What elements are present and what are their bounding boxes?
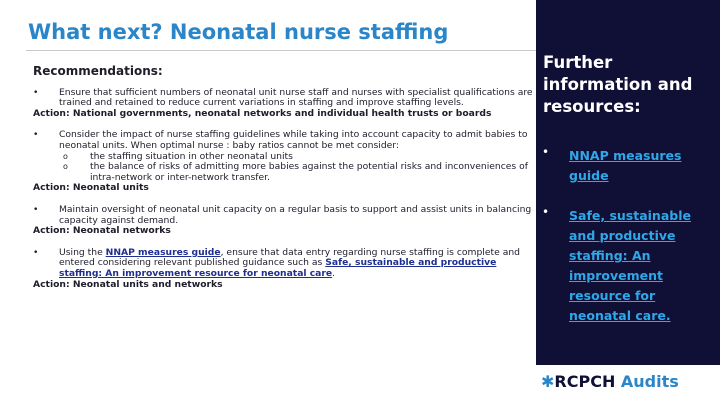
- bullet-icon: •: [542, 205, 550, 219]
- recommendation-1: [33, 88, 533, 109]
- logo-brand: RCPCH: [554, 372, 616, 391]
- sub-bullet-text: the balance of risks of admitting more babies against the potential risks and inconveniences of intra-network or inter-network transfer.: [90, 161, 528, 183]
- nnap-measures-guide-link[interactable]: NNAP measures guide: [105, 246, 221, 258]
- title-divider: [26, 50, 538, 51]
- bullet-icon: •: [33, 203, 39, 215]
- recommendation-4-action: Action: Neonatal units and networks: [33, 278, 223, 290]
- logo-suffix: Audits: [615, 372, 679, 391]
- recommendation-3: [33, 205, 533, 226]
- bullet-icon: •: [33, 86, 39, 98]
- resources-list: [542, 145, 718, 345]
- recommendation-1-text: Ensure that sufficient numbers of neonatal unit nurse staff and nurses with specialist qualifications are trained and retained to reduce current variations in staffing and improve staffing levels.: [59, 86, 533, 109]
- recommendation-4-post: .: [332, 267, 336, 279]
- rcpch-audits-logo: [541, 372, 679, 391]
- recommendation-3-action: Action: Neonatal networks: [33, 225, 171, 237]
- bullet-icon: •: [33, 129, 39, 141]
- recommendation-4-pre: Using the: [59, 246, 106, 258]
- bullet-icon: •: [33, 246, 39, 258]
- recommendation-1-action: Action: National governments, neonatal networks and individual health trusts or boards: [33, 107, 492, 119]
- recommendations-section: [33, 66, 533, 290]
- resource-link-safe-staffing[interactable]: Safe, sustainable and productive staffing: An improvement resource for neonatal care.: [569, 208, 691, 323]
- resources-heading: Further information and resources:: [543, 53, 693, 116]
- sub-bullet-text: the staffing situation in other neonatal units: [90, 150, 293, 162]
- page-title: What next? Neonatal nurse staffing: [28, 20, 449, 44]
- sub-bullet-icon: o: [63, 151, 68, 161]
- bullet-icon: •: [542, 145, 550, 159]
- recommendations-heading: Recommendations:: [33, 64, 163, 78]
- recommendation-4: [33, 248, 533, 280]
- resource-item-safe-staffing: [542, 205, 718, 325]
- resources-panel: [536, 0, 720, 365]
- safe-staffing-resource-link[interactable]: Safe, sustainable and productive staffing: An improvement resource for neonatal care: [59, 257, 497, 279]
- star-icon: ✱: [541, 372, 555, 391]
- recommendation-2-action: Action: Neonatal units: [33, 182, 149, 194]
- sub-bullet-icon: o: [63, 162, 68, 172]
- recommendation-2: [33, 130, 533, 151]
- recommendation-4-mid: , ensure that data entry regarding nurse staffing is complete and entered considering relevant published guidance such as: [59, 246, 520, 269]
- resource-item-nnap-guide: [542, 145, 718, 185]
- recommendation-2-text: Consider the impact of nurse staffing guidelines while taking into account capacity to admit babies to neonatal units. When optimal nurse : baby ratios cannot be met consider:: [59, 129, 528, 151]
- recommendation-3-text: Maintain oversight of neonatal unit capacity on a regular basis to support and assist units in balancing capacity against demand.: [59, 203, 532, 226]
- resource-link-nnap-guide[interactable]: NNAP measures guide: [569, 148, 682, 183]
- recommendation-2-sub-2: [33, 162, 533, 183]
